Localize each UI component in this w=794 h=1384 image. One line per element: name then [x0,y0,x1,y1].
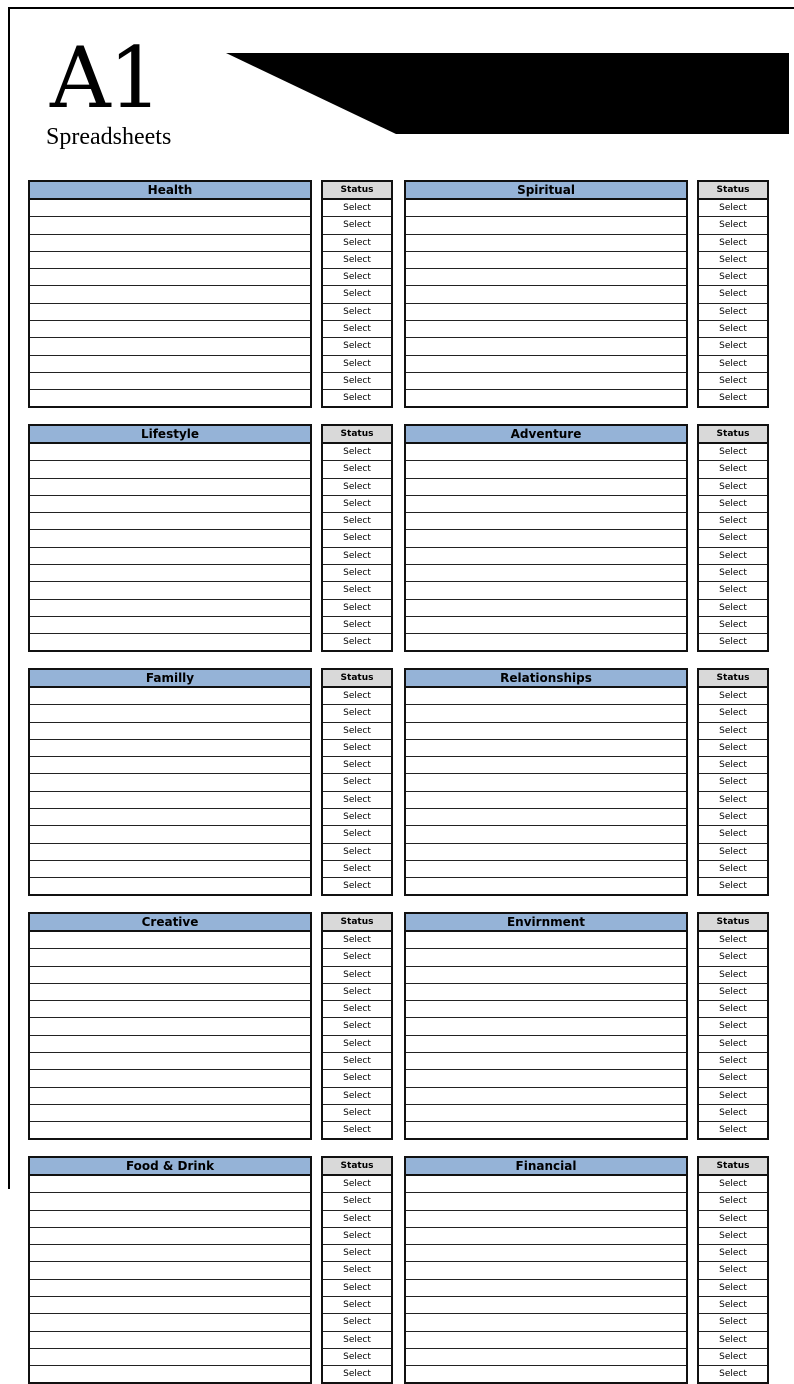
entry-cell[interactable] [406,1018,686,1035]
entry-cell[interactable] [406,634,686,651]
section-title: Envirnment [406,914,686,932]
status-select[interactable]: Select [699,235,767,252]
entry-cell[interactable] [30,513,310,530]
status-column-adventure [697,424,769,652]
entry-cell[interactable] [406,600,686,617]
entry-cell[interactable] [406,809,686,826]
status-select[interactable]: Select [323,1070,391,1087]
status-select[interactable]: Select [323,217,391,234]
entry-cell[interactable] [406,1366,686,1383]
status-select[interactable]: Select [699,1314,767,1331]
entry-cell[interactable] [30,1297,310,1314]
status-select[interactable]: Select [323,1053,391,1070]
status-select[interactable]: Select [699,932,767,949]
entry-cell[interactable] [406,217,686,234]
entry-cell[interactable] [406,1070,686,1087]
status-header: Status [699,670,767,688]
entry-cell[interactable] [30,444,310,461]
logo-name: Spreadsheets [46,124,172,150]
entry-cell[interactable] [30,1349,310,1366]
entry-cell[interactable] [30,496,310,513]
entry-cell[interactable] [406,444,686,461]
status-select[interactable]: Select [699,1018,767,1035]
status-select[interactable]: Select [323,235,391,252]
status-select[interactable]: Select [699,1001,767,1018]
entry-cell[interactable] [406,1262,686,1279]
entry-cell[interactable] [30,479,310,496]
status-select[interactable]: Select [719,1125,747,1136]
status-select[interactable]: Select [699,757,767,774]
status-select[interactable]: Select [699,252,767,269]
entry-cell[interactable] [406,565,686,582]
entry-cell[interactable] [406,878,686,895]
entry-cell[interactable] [30,548,310,565]
status-select[interactable]: Select [323,321,391,338]
status-select[interactable]: Select [323,757,391,774]
entry-cell[interactable] [30,723,310,740]
section-familly [28,668,312,896]
entry-cell[interactable] [30,582,310,599]
status-select[interactable]: Select [699,861,767,878]
entry-cell[interactable] [30,338,310,355]
section-title: Creative [30,914,310,932]
entry-cell[interactable] [30,1070,310,1087]
status-select[interactable]: Select [323,809,391,826]
status-select[interactable]: Select [323,723,391,740]
section-title: Financial [406,1158,686,1176]
entry-cell[interactable] [30,757,310,774]
entry-cell[interactable] [30,634,310,651]
entry-cell[interactable] [406,1105,686,1122]
status-select[interactable]: Select [323,932,391,949]
entry-cell[interactable] [30,235,310,252]
status-column-envirnment [697,912,769,1140]
entry-cell[interactable] [30,792,310,809]
entry-cell[interactable] [406,1122,686,1139]
status-select[interactable]: Select [323,269,391,286]
status-select[interactable]: Select [699,984,767,1001]
status-column-health [321,180,393,408]
entry-cell[interactable] [406,496,686,513]
entry-cell[interactable] [30,1176,310,1193]
entry-cell[interactable] [406,1228,686,1245]
entry-cell[interactable] [30,304,310,321]
entry-cell[interactable] [30,740,310,757]
entry-cell[interactable] [30,286,310,303]
entry-cell[interactable] [30,1228,310,1245]
status-select[interactable]: Select [719,393,747,404]
status-select[interactable]: Select [699,1297,767,1314]
status-select[interactable]: Select [323,1332,391,1349]
status-select[interactable]: Select [323,444,391,461]
status-select[interactable]: Select [699,967,767,984]
status-select[interactable]: Select [323,1228,391,1245]
entry-cell[interactable] [406,826,686,843]
entry-cell[interactable] [30,932,310,949]
entry-cell[interactable] [406,582,686,599]
status-select[interactable]: Select [699,1262,767,1279]
section-envirnment [404,912,688,1140]
status-select[interactable]: Select [323,1211,391,1228]
status-select[interactable]: Select [699,548,767,565]
status-header: Status [323,914,391,932]
status-select[interactable]: Select [699,321,767,338]
section-spiritual [404,180,688,408]
status-header: Status [323,670,391,688]
status-select[interactable]: Select [699,826,767,843]
entry-cell[interactable] [30,617,310,634]
entry-cell[interactable] [406,461,686,478]
status-select[interactable]: Select [323,530,391,547]
entry-cell[interactable] [406,286,686,303]
entry-cell[interactable] [406,984,686,1001]
status-select[interactable]: Select [343,1369,371,1380]
entry-cell[interactable] [406,513,686,530]
status-select[interactable]: Select [323,705,391,722]
status-column-spiritual [697,180,769,408]
status-select[interactable]: Select [699,338,767,355]
entry-cell[interactable] [406,356,686,373]
entry-cell[interactable] [406,321,686,338]
entry-cell[interactable] [406,688,686,705]
status-select[interactable]: Select [323,338,391,355]
entry-cell[interactable] [406,774,686,791]
entry-cell[interactable] [30,844,310,861]
section-relationships [404,668,688,896]
entry-cell[interactable] [30,461,310,478]
entry-cell[interactable] [30,878,310,895]
section-title: Health [30,182,310,200]
status-select[interactable]: Select [323,286,391,303]
status-select[interactable]: Select [699,844,767,861]
entry-cell[interactable] [406,200,686,217]
entry-cell[interactable] [30,1088,310,1105]
entry-cell[interactable] [406,1314,686,1331]
section-title: Familly [30,670,310,688]
entry-cell[interactable] [30,1053,310,1070]
status-select[interactable]: Select [343,393,371,404]
entry-cell[interactable] [406,479,686,496]
entry-cell[interactable] [406,949,686,966]
section-title: Adventure [406,426,686,444]
status-header: Status [323,426,391,444]
status-header: Status [323,182,391,200]
entry-cell[interactable] [406,1332,686,1349]
entry-cell[interactable] [30,1122,310,1139]
entry-cell[interactable] [406,932,686,949]
entry-cell[interactable] [406,1053,686,1070]
section-financial [404,1156,688,1384]
entry-cell[interactable] [406,1088,686,1105]
entry-cell[interactable] [406,740,686,757]
status-select[interactable]: Select [699,600,767,617]
logo-mark: A1 [50,29,161,127]
status-select[interactable]: Select [323,1176,391,1193]
status-select[interactable]: Select [323,356,391,373]
entry-cell[interactable] [406,1211,686,1228]
status-select[interactable]: Select [699,1245,767,1262]
status-select[interactable]: Select [323,792,391,809]
entry-cell[interactable] [30,565,310,582]
status-select[interactable]: Select [699,373,767,390]
status-select[interactable]: Select [323,1349,391,1366]
section-food-drink [28,1156,312,1384]
entry-cell[interactable] [30,356,310,373]
entry-cell[interactable] [406,252,686,269]
status-select[interactable]: Select [699,1105,767,1122]
section-adventure [404,424,688,652]
status-select[interactable]: Select [323,740,391,757]
entry-cell[interactable] [406,792,686,809]
status-select[interactable]: Select [699,286,767,303]
status-select[interactable]: Select [323,461,391,478]
status-select[interactable]: Select [699,565,767,582]
status-select[interactable]: Select [699,479,767,496]
status-select[interactable]: Select [323,1018,391,1035]
status-select[interactable]: Select [699,1349,767,1366]
entry-cell[interactable] [406,1036,686,1053]
status-column-familly [321,668,393,896]
entry-cell[interactable] [30,600,310,617]
entry-cell[interactable] [406,235,686,252]
entry-cell[interactable] [30,1366,310,1383]
status-select[interactable]: Select [323,304,391,321]
entry-cell[interactable] [30,217,310,234]
entry-cell[interactable] [30,809,310,826]
status-select[interactable]: Select [343,637,371,648]
section-title: Spiritual [406,182,686,200]
status-select[interactable]: Select [699,617,767,634]
status-select[interactable]: Select [699,530,767,547]
status-select[interactable]: Select [343,1125,371,1136]
entry-cell[interactable] [406,304,686,321]
status-select[interactable]: Select [699,1070,767,1087]
status-select[interactable]: Select [699,269,767,286]
status-select[interactable]: Select [323,565,391,582]
status-select[interactable]: Select [699,304,767,321]
entry-cell[interactable] [406,548,686,565]
status-select[interactable]: Select [323,826,391,843]
status-select[interactable]: Select [699,809,767,826]
entry-cell[interactable] [406,1193,686,1210]
status-select[interactable]: Select [323,774,391,791]
status-header: Status [699,426,767,444]
status-select[interactable]: Select [699,1193,767,1210]
entry-cell[interactable] [30,390,310,407]
status-select[interactable]: Select [323,252,391,269]
entry-cell[interactable] [406,723,686,740]
status-select[interactable]: Select [323,1001,391,1018]
entry-cell[interactable] [406,338,686,355]
status-header: Status [699,182,767,200]
status-select[interactable]: Select [699,1332,767,1349]
status-select[interactable]: Select [699,1036,767,1053]
status-select[interactable]: Select [699,200,767,217]
entry-cell[interactable] [30,530,310,547]
status-select[interactable]: Select [699,740,767,757]
status-select[interactable]: Select [323,513,391,530]
status-column-lifestyle [321,424,393,652]
entry-cell[interactable] [406,861,686,878]
status-select[interactable]: Select [323,548,391,565]
entry-cell[interactable] [30,949,310,966]
status-select[interactable]: Select [323,1280,391,1297]
entry-cell[interactable] [406,967,686,984]
status-select[interactable]: Select [699,792,767,809]
status-column-food-drink [321,1156,393,1384]
status-select[interactable]: Select [323,967,391,984]
section-lifestyle [28,424,312,652]
status-select[interactable]: Select [323,479,391,496]
status-select[interactable]: Select [343,881,371,892]
status-select[interactable]: Select [699,1228,767,1245]
entry-cell[interactable] [30,705,310,722]
entry-cell[interactable] [30,984,310,1001]
entry-cell[interactable] [30,774,310,791]
entry-cell[interactable] [406,269,686,286]
status-select[interactable]: Select [699,582,767,599]
status-select[interactable]: Select [699,496,767,513]
entry-cell[interactable] [30,688,310,705]
status-select[interactable]: Select [323,861,391,878]
section-health [28,180,312,408]
entry-cell[interactable] [30,861,310,878]
entry-cell[interactable] [406,617,686,634]
entry-cell[interactable] [406,757,686,774]
header-banner [226,53,789,134]
status-select[interactable]: Select [323,1262,391,1279]
status-select[interactable]: Select [699,705,767,722]
entry-cell[interactable] [30,967,310,984]
entry-cell[interactable] [30,826,310,843]
status-select[interactable]: Select [699,1088,767,1105]
status-column-creative [321,912,393,1140]
entry-cell[interactable] [406,1245,686,1262]
entry-cell[interactable] [406,844,686,861]
status-select[interactable]: Select [699,1280,767,1297]
status-select[interactable]: Select [699,774,767,791]
status-select[interactable]: Select [323,617,391,634]
entry-cell[interactable] [30,1245,310,1262]
status-select[interactable]: Select [699,1053,767,1070]
status-select[interactable]: Select [699,1176,767,1193]
entry-cell[interactable] [30,1262,310,1279]
status-select[interactable]: Select [323,1245,391,1262]
status-select[interactable]: Select [719,637,747,648]
status-select[interactable]: Select [323,496,391,513]
status-select[interactable]: Select [323,1297,391,1314]
entry-cell[interactable] [30,252,310,269]
section-creative [28,912,312,1140]
entry-cell[interactable] [30,321,310,338]
status-select[interactable]: Select [323,373,391,390]
status-column-relationships [697,668,769,896]
status-select[interactable]: Select [699,513,767,530]
status-select[interactable]: Select [323,844,391,861]
status-select[interactable]: Select [699,949,767,966]
status-select[interactable]: Select [323,1088,391,1105]
status-select[interactable]: Select [699,217,767,234]
status-select[interactable]: Select [719,881,747,892]
status-select[interactable]: Select [699,461,767,478]
section-title: Food & Drink [30,1158,310,1176]
entry-cell[interactable] [30,200,310,217]
entry-cell[interactable] [30,269,310,286]
entry-cell[interactable] [406,1349,686,1366]
status-header: Status [323,1158,391,1176]
status-select[interactable]: Select [323,984,391,1001]
entry-cell[interactable] [30,1036,310,1053]
entry-cell[interactable] [406,530,686,547]
entry-cell[interactable] [406,373,686,390]
status-select[interactable]: Select [699,444,767,461]
status-select[interactable]: Select [323,582,391,599]
status-select[interactable]: Select [323,200,391,217]
entry-cell[interactable] [30,1105,310,1122]
entry-cell[interactable] [30,1193,310,1210]
status-column-financial [697,1156,769,1384]
status-header: Status [699,1158,767,1176]
entry-cell[interactable] [30,1018,310,1035]
entry-cell[interactable] [30,1001,310,1018]
entry-cell[interactable] [30,1332,310,1349]
entry-cell[interactable] [406,1280,686,1297]
entry-cell[interactable] [406,1176,686,1193]
section-title: Lifestyle [30,426,310,444]
status-select[interactable]: Select [699,688,767,705]
status-select[interactable]: Select [323,1105,391,1122]
status-select[interactable]: Select [323,949,391,966]
status-select[interactable]: Select [699,1211,767,1228]
section-title: Relationships [406,670,686,688]
status-select[interactable]: Select [323,600,391,617]
status-select[interactable]: Select [699,723,767,740]
entry-cell[interactable] [30,1314,310,1331]
entry-cell[interactable] [30,1211,310,1228]
entry-cell[interactable] [406,1001,686,1018]
entry-cell[interactable] [30,1280,310,1297]
entry-cell[interactable] [30,373,310,390]
entry-cell[interactable] [406,1297,686,1314]
entry-cell[interactable] [406,390,686,407]
status-select[interactable]: Select [699,356,767,373]
status-select[interactable]: Select [323,1036,391,1053]
status-select[interactable]: Select [719,1369,747,1380]
status-select[interactable]: Select [323,1193,391,1210]
entry-cell[interactable] [406,705,686,722]
status-header: Status [699,914,767,932]
status-select[interactable]: Select [323,688,391,705]
status-select[interactable]: Select [323,1314,391,1331]
